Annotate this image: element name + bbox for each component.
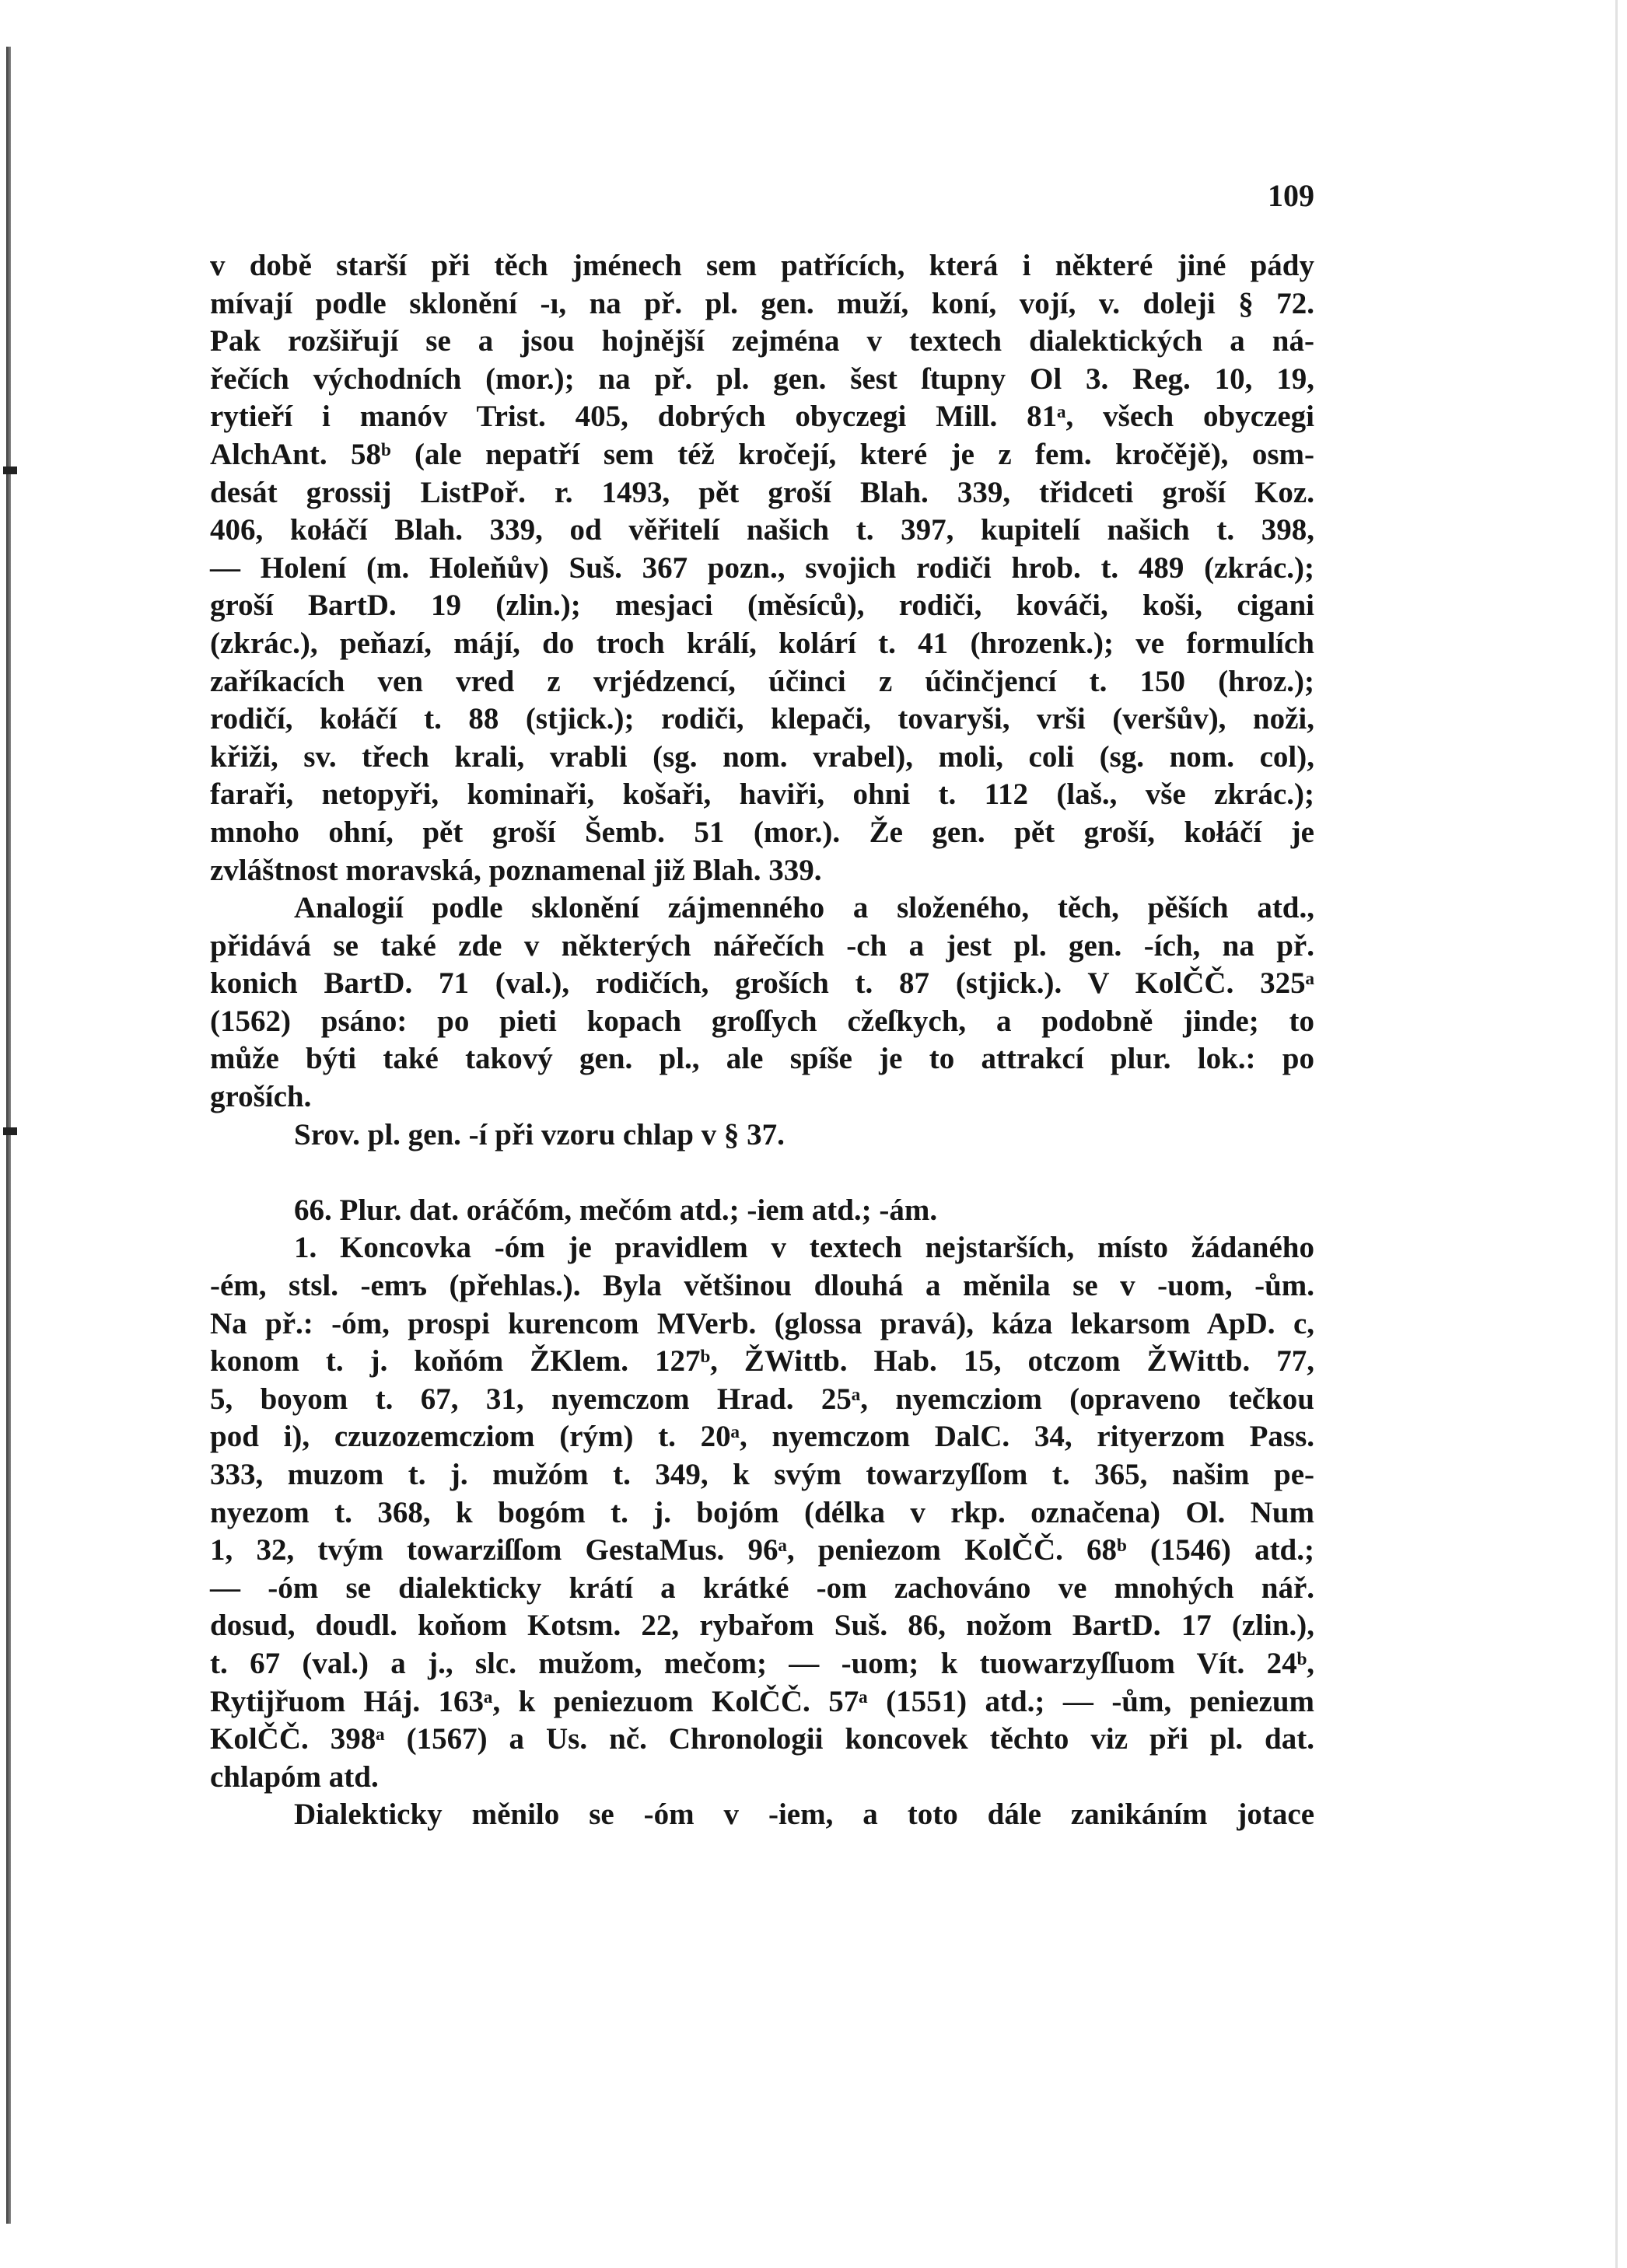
text-line: AlchAnt. 58ᵇ (ale nepatří sem též kročejí, které je z fem. kročějě), osm- xyxy=(210,437,1314,471)
scan-edge-right xyxy=(1615,0,1618,2268)
text-line: mívají podle sklonění -ı, na př. pl. gen. muží, koní, vojí, v. doleji § 72. xyxy=(210,286,1314,320)
text-line: Srov. pl. gen. -í při vzoru chlap v § 37. xyxy=(294,1117,785,1151)
binding-mark xyxy=(3,1127,17,1135)
blank-line xyxy=(210,1154,1314,1192)
text-line: — Holení (m. Holeňův) Suš. 367 pozn., svojich rodiči hrob. t. 489 (zkrác.); xyxy=(210,550,1314,585)
text-line: Rytijřuom Háj. 163ᵃ, k peniezuom KolČČ. 57ᵃ (1551) atd.; — -ům, peniezum xyxy=(210,1684,1314,1718)
text-line: rodičí, kołáčí t. 88 (stjick.); rodiči, klepači, tovaryši, vrši (veršův), noži, xyxy=(210,702,1314,736)
text-line: rytieří i manóv Trist. 405, dobrých obyczegi Mill. 81ᵃ, všech obyczegi xyxy=(210,400,1314,434)
text-line: chlapóm atd. xyxy=(210,1760,379,1794)
text-line: 333, muzom t. j. mužóm t. 349, k svým towarzyſſom t. 365, našim pe- xyxy=(210,1458,1314,1491)
text-line: přidává se také zde v některých nářečích -ch a jest pl. gen. -ích, na př. xyxy=(210,928,1314,963)
text-line: desát grossij ListPoř. r. 1493, pět groší Blah. 339, třidceti groší Koz. xyxy=(210,475,1314,509)
text-line: 1, 32, tvým towarziſſom GestaMus. 96ᵃ, peniezom KolČČ. 68ᵇ (1546) atd.; xyxy=(210,1533,1314,1567)
text-line: Dialekticky měnilo se -óm v -iem, a toto dále zanikáním jotace xyxy=(294,1798,1314,1832)
text-line: KolČČ. 398ᵃ (1567) a Us. nč. Chronologii koncovek těchto viz při pl. dat. xyxy=(210,1722,1314,1756)
text-line: — -óm se dialekticky krátí a krátké -om zachováno ve mnohých nář. xyxy=(210,1571,1314,1605)
text-line: t. 67 (val.) a j., slc. mužom, mečom; — -uom; k tuowarzyſſuom Vít. 24ᵇ, xyxy=(210,1646,1314,1680)
body-text xyxy=(210,247,1314,1834)
text-line: -ém, stsl. -emъ (přehlas.). Byla většinou dlouhá a měnila se v -uom, -ům. xyxy=(210,1269,1314,1303)
text-line: Pak rozšiřují se a jsou hojnější zejména v textech dialektických a ná- xyxy=(210,324,1314,358)
text-line: může býti také takový gen. pl., ale spíše je to attrakcí plur. lok.: po xyxy=(210,1042,1314,1076)
text-line: dosud, doudl. koňom Kotsm. 22, rybařom Suš. 86, nožom BartD. 17 (zlin.), xyxy=(210,1609,1314,1643)
text-line: pod i), czuzozemcziom (rým) t. 20ᵃ, nyemczom DalC. 34, rityerzom Pass. xyxy=(210,1420,1314,1454)
text-line: mnoho ohní, pět groší Šemb. 51 (mor.). Že gen. pět groší, kołáčí je xyxy=(210,815,1314,849)
text-line: (zkrác.), peňazí, májí, do troch králí, kolárí t. 41 (hrozenk.); ve formulích xyxy=(210,626,1314,660)
text-line: 406, kołáčí Blah. 339, od věřitelí našich t. 397, kupitelí našich t. 398, xyxy=(210,513,1314,547)
text-line: 5, boyom t. 67, 31, nyemczom Hrad. 25ᵃ, nyemcziom (opraveno tečkou xyxy=(210,1382,1314,1416)
text-line: Analogií podle sklonění zájmenného a složeného, těch, pěších atd., xyxy=(294,891,1314,925)
text-line: konich BartD. 71 (val.), rodičích, groších t. 87 (stjick.). V KolČČ. 325ᵃ xyxy=(210,966,1314,1001)
text-line: křiži, sv. třech krali, vrabli (sg. nom. vrabel), moli, coli (sg. nom. col), xyxy=(210,739,1314,774)
binding-mark xyxy=(3,467,17,474)
text-line: nyezom t. 368, k bogóm t. j. bojóm (délka v rkp. označena) Ol. Num xyxy=(210,1495,1314,1529)
text-line: (1562) psáno: po pieti kopach groſſych cžeſkych, a podobně jinde; to xyxy=(210,1004,1314,1038)
text-line: v době starší při těch jménech sem patřících, která i některé jiné pády xyxy=(210,249,1314,282)
page-number: 109 xyxy=(1268,178,1314,213)
text-line: faraři, netopyři, kominaři, košaři, haviři, ohni t. 112 (laš., vše zkrác.); xyxy=(210,778,1314,812)
text-line: groších. xyxy=(210,1080,312,1114)
text-line: Na př.: -óm, prospi kurencom MVerb. (glossa pravá), káza lekarsom ApD. c, xyxy=(210,1306,1314,1340)
text-line: 1. Koncovka -óm je pravidlem v textech nejstarších, místo žádaného xyxy=(294,1231,1314,1265)
text-line: 66. Plur. dat. oráčóm, mečóm atd.; -iem atd.; -ám. xyxy=(294,1193,938,1227)
text-line: groší BartD. 19 (zlin.); mesjaci (měsíců), rodiči, kováči, koši, cigani xyxy=(210,589,1314,623)
text-line: zvláštnost moravská, poznamenal již Blah. 339. xyxy=(210,853,822,887)
scan-edge-left xyxy=(6,47,11,2224)
text-line: zaříkacích ven vred z vrjédzencí, účinci z účinčjencí t. 150 (hroz.); xyxy=(210,664,1314,698)
text-line: konom t. j. koňóm ŽKlem. 127ᵇ, ŽWittb. Hab. 15, otczom ŽWittb. 77, xyxy=(210,1344,1314,1379)
text-line: řečích východních (mor.); na př. pl. gen. šest ſtupny Ol 3. Reg. 10, 19, xyxy=(210,362,1314,396)
